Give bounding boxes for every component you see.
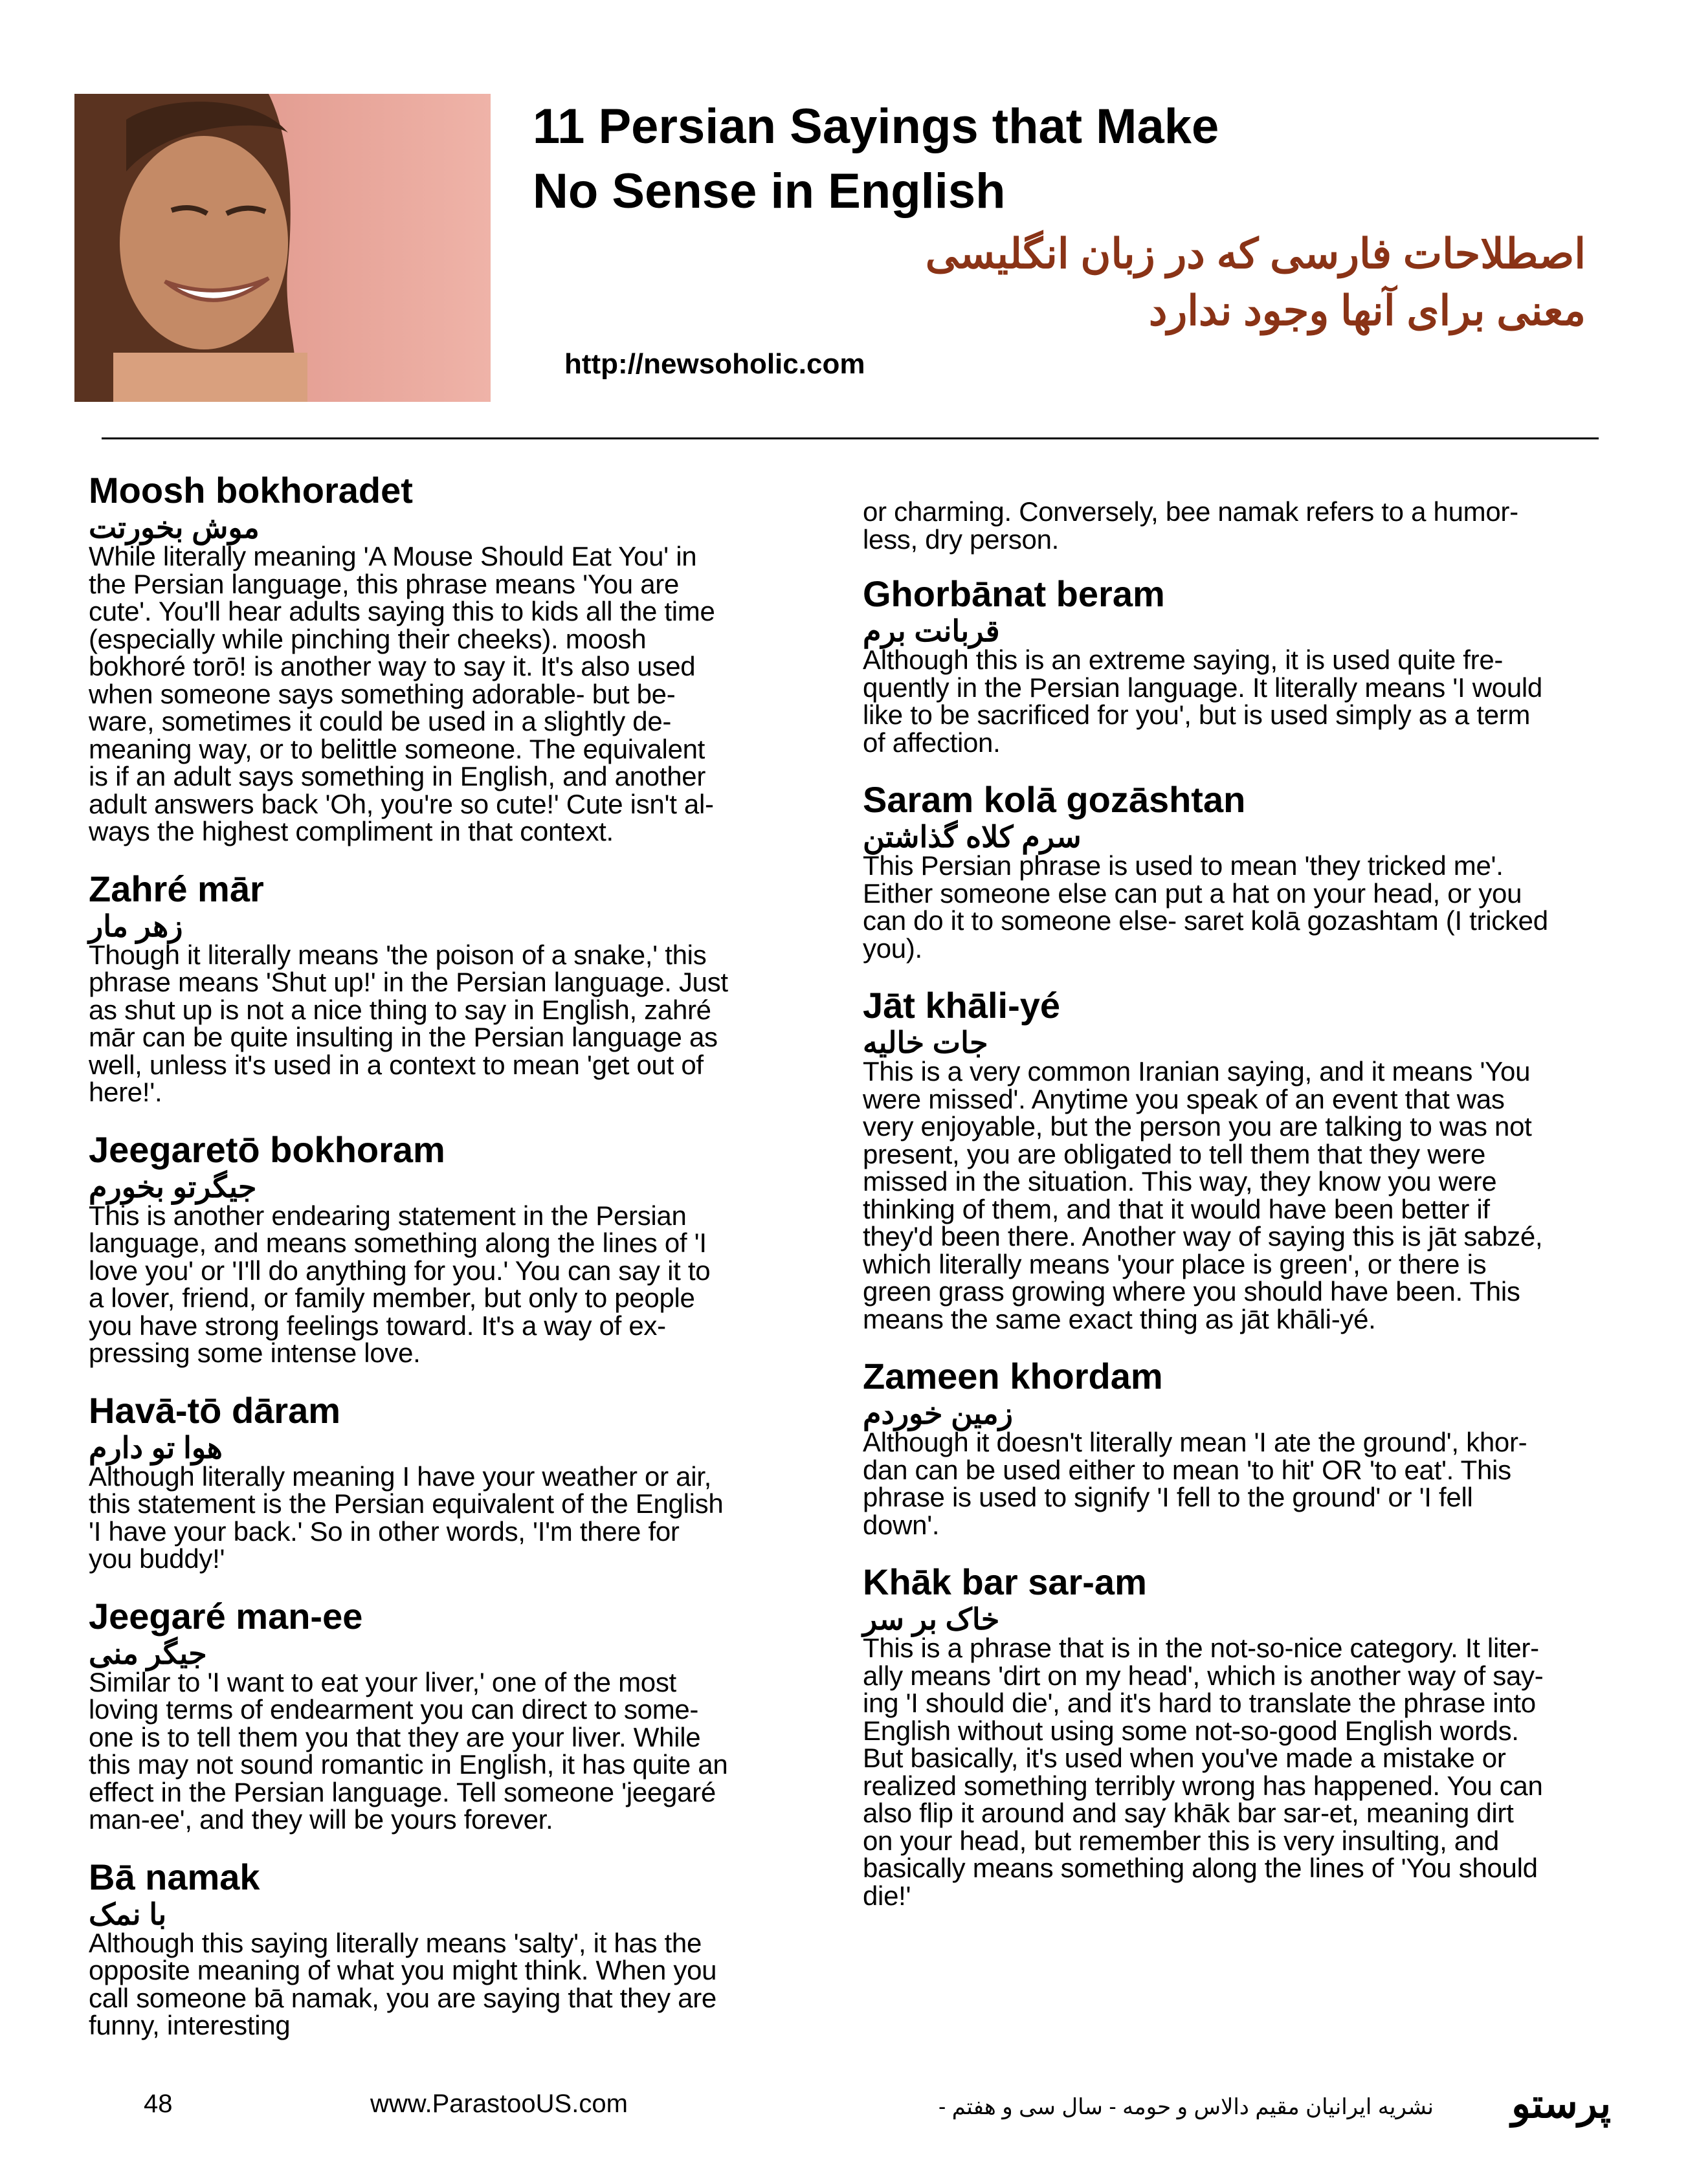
left-column [89,469,807,2062]
saying-title: Jāt khāli-yé [863,985,1061,1026]
saying-text-line: present, you are obligated to tell them that they were [863,1138,1486,1169]
saying-title: Jeegaretō bokhoram [89,1129,445,1170]
saying-text-line: like to be sacrificed for you', but is used simply as a term [863,700,1531,730]
saying-text-line: loving terms of endearment you can direct to some- [89,1694,699,1725]
header-photo [74,94,491,402]
article-title [533,94,1633,224]
parastoo-logo: پرستو [1511,2080,1612,2127]
source-url: http://newsoholic.com [564,348,865,380]
saying-text-line: 'I have your back.' So in other words, 'I'm there for [89,1516,680,1547]
saying-section [89,1595,807,1834]
saying-text-line: on your head, but remember this is very insulting, and [863,1825,1499,1856]
saying-text [863,1058,1623,1333]
persian-title-line-2: معنی برای آنها وجود ندارد [1148,287,1586,334]
saying-text-line: also flip it around and say khāk bar sar-et, meaning dirt [863,1798,1514,1828]
saying-text-line: very enjoyable, but the person you are talking to was not [863,1111,1532,1142]
saying-text-line: phrase is used to signify 'I fell to the ground' or 'I fell [863,1482,1473,1512]
saying-section [863,1355,1623,1539]
article-title-line-2: No Sense in English [533,164,1006,219]
saying-text-line: you). [863,932,922,964]
saying-section [863,984,1623,1333]
persian-title-line-1: اصطلاحات فارسی که در زبان انگلیسی [925,230,1586,277]
saying-text-line: were missed'. Anytime you speak of an event that was [863,1083,1505,1114]
saying-title: Bā namak [89,1856,260,1897]
saying-text-line: Either someone else can put a hat on your head, or you [863,877,1522,909]
saying-text-line: a lover, friend, or family member, but only to people [89,1283,695,1313]
saying-text [89,1463,807,1573]
saying-text-line: basically means something along the lines of 'You should [863,1853,1538,1883]
saying-text-line: which literally means 'your place is green', or there is [863,1248,1487,1279]
saying-persian: هوا تو دارم [89,1430,223,1464]
saying-text-line: Although this saying literally means 'salty', it has the [89,1927,702,1958]
continued-text [863,498,1623,553]
right-column [863,498,1623,1932]
saying-text-line: This Persian phrase is used to mean 'they tricked me'. [863,850,1504,881]
smiling-woman-photo-icon [74,94,491,402]
saying-text-line: you have strong feelings toward. It's a way of ex- [89,1310,666,1341]
saying-text-line: This is a very common Iranian saying, and it means 'You [863,1056,1531,1086]
saying-text-line: adult answers back 'Oh, you're so cute!' Cute isn't al- [89,788,714,819]
saying-text-line: of affection. [863,727,1001,758]
footer-website: www.ParastooUS.com [370,2090,628,2118]
saying-text-line: (especially while pinching their cheeks). moosh [89,623,647,654]
saying-text-line: they'd been there. Another way of saying this is jāt sabzé, [863,1221,1543,1252]
saying-text-line: can do it to someone else- saret kolā gozashtam (I tricked [863,905,1548,936]
continued-text-line: or charming. Conversely, bee namak refers to a humor- [863,496,1518,527]
saying-text-line: when someone says something adorable- but be- [89,678,676,709]
saying-text-line: Although literally meaning I have your weather or air, [89,1461,712,1492]
saying-text-line: realized something terribly wrong has happened. You can [863,1770,1543,1801]
saying-persian: جیگرتو بخورم [89,1169,257,1204]
saying-text-line: means the same exact thing as jāt khāli-yé. [863,1303,1376,1334]
saying-text-line: opposite meaning of what you might think. When you [89,1955,717,1985]
saying-persian: سرم کلاه گذاشتن [863,820,1082,854]
saying-text-line: But basically, it's used when you've made a mistake or [863,1743,1506,1773]
saying-text-line: this may not sound romantic in English, it has quite an [89,1749,728,1780]
saying-text [863,852,1623,962]
page-number: 48 [144,2090,173,2118]
saying-text-line: funny, interesting [89,2010,291,2040]
saying-section [89,1129,807,1367]
saying-text-line: ally means 'dirt on my head', which is another way of say- [863,1660,1544,1691]
saying-text-line: This is a phrase that is in the not-so-nice category. It liter- [863,1633,1539,1663]
saying-text-line: call someone bā namak, you are saying that they are [89,1982,716,2013]
saying-section [89,469,807,846]
saying-persian: خاک بر سر [863,1602,1000,1636]
footer-publication: نشریه ایرانیان مقیم دالاس و حومه - سال سی و هفتم - [938,2095,1434,2119]
saying-text-line: English without using some not-so-good English words. [863,1715,1519,1746]
saying-text-line: quently in the Persian language. It literally means 'I would [863,672,1542,703]
saying-text-line: down'. [863,1509,940,1540]
saying-text-line: dan can be used either to mean 'to hit' OR 'to eat'. This [863,1454,1511,1485]
saying-text [89,1202,807,1367]
saying-section [89,868,807,1107]
saying-persian: با نمک [89,1897,167,1931]
saying-text-line: die!' [863,1880,911,1911]
persian-title [906,225,1586,339]
saying-persian: جات خالیه [863,1026,988,1059]
saying-persian: جیگر منی [89,1636,207,1670]
saying-text-line: effect in the Persian language. Tell someone 'jeegaré [89,1776,716,1807]
saying-text [89,1927,807,2040]
saying-title: Moosh bokhoradet [89,470,413,511]
saying-text-line: meaning way, or to belittle someone. The equivalent [89,733,705,764]
saying-persian: قربانت برم [863,614,1000,648]
saying-persian: زهر مار [89,909,183,943]
saying-text-line: this statement is the Persian equivalent of the English [89,1488,724,1519]
saying-section [863,778,1623,962]
saying-text-line: ing 'I should die', and it's hard to translate the phrase into [863,1688,1536,1718]
saying-text-line: cute'. You'll hear adults saying this to kids all the time [89,596,715,626]
saying-text [863,646,1623,756]
saying-text-line: phrase means 'Shut up!' in the Persian language. Just [89,967,728,997]
saying-text [89,543,807,846]
saying-title: Khāk bar sar-am [863,1561,1147,1602]
saying-title: Zahré mār [89,868,264,909]
saying-text-line: This is another endearing statement in the Persian [89,1200,687,1231]
saying-text-line: man-ee', and they will be yours forever. [89,1804,553,1835]
saying-text-line: ware, sometimes it could be used in a slightly de- [89,706,672,736]
saying-text-line: here!'. [89,1077,162,1107]
saying-text-line: is if an adult says something in English, and another [89,761,706,791]
saying-text-line: Although this is an extreme saying, it is used quite fre- [863,645,1504,675]
saying-text-line: love you' or 'I'll do anything for you.' You can say it to [89,1255,711,1286]
saying-text-line: one is to tell them you that they are your liver. While [89,1721,701,1752]
saying-text-line: language, and means something along the lines of 'I [89,1228,707,1258]
saying-text-line: the Persian language, this phrase means 'You are [89,568,680,599]
saying-section [863,1561,1623,1910]
saying-text [89,939,807,1107]
saying-text-line: Similar to 'I want to eat your liver,' one of the most [89,1666,676,1697]
saying-text-line: While literally meaning 'A Mouse Should Eat You' in [89,541,697,571]
saying-text-line: bokhoré torō! is another way to say it. It's also used [89,651,696,681]
saying-text-line: green grass growing where you should have been. This [863,1276,1520,1307]
saying-persian: موش بخورتت [89,511,260,544]
saying-section [89,1856,807,2040]
saying-text-line: pressing some intense love. [89,1338,421,1368]
continued-text-line: less, dry person. [863,524,1060,555]
saying-text [89,1666,807,1835]
saying-text-line: well, unless it's used in a context to mean 'get out of [89,1049,704,1080]
saying-text-line: you buddy!' [89,1543,225,1574]
saying-text-line: Although it doesn't literally mean 'I ate the ground', khor- [863,1427,1527,1457]
saying-title: Saram kolā gozāshtan [863,779,1246,820]
saying-text-line: thinking of them, and that it would have been better if [863,1193,1490,1224]
saying-section [89,1389,807,1573]
article-title-line-1: 11 Persian Sayings that Make [533,99,1219,154]
saying-text [863,1635,1623,1910]
saying-title: Havā-tō dāram [89,1389,341,1431]
saying-text-line: as shut up is not a nice thing to say in English, zahré [89,994,711,1025]
saying-title: Ghorbānat beram [863,573,1165,614]
saying-text-line: missed in the situation. This way, they know you were [863,1166,1497,1197]
saying-text-line: ways the highest compliment in that context. [89,816,614,846]
saying-section [863,573,1623,756]
saying-title: Zameen khordam [863,1356,1163,1396]
saying-text [863,1429,1623,1539]
saying-title: Jeegaré man-ee [89,1595,363,1637]
saying-persian: زمین خوردم [863,1396,1013,1430]
saying-text-line: Though it literally means 'the poison of a snake,' this [89,939,707,970]
header-divider [102,437,1599,439]
saying-text-line: mār can be quite insulting in the Persian language as [89,1022,718,1052]
